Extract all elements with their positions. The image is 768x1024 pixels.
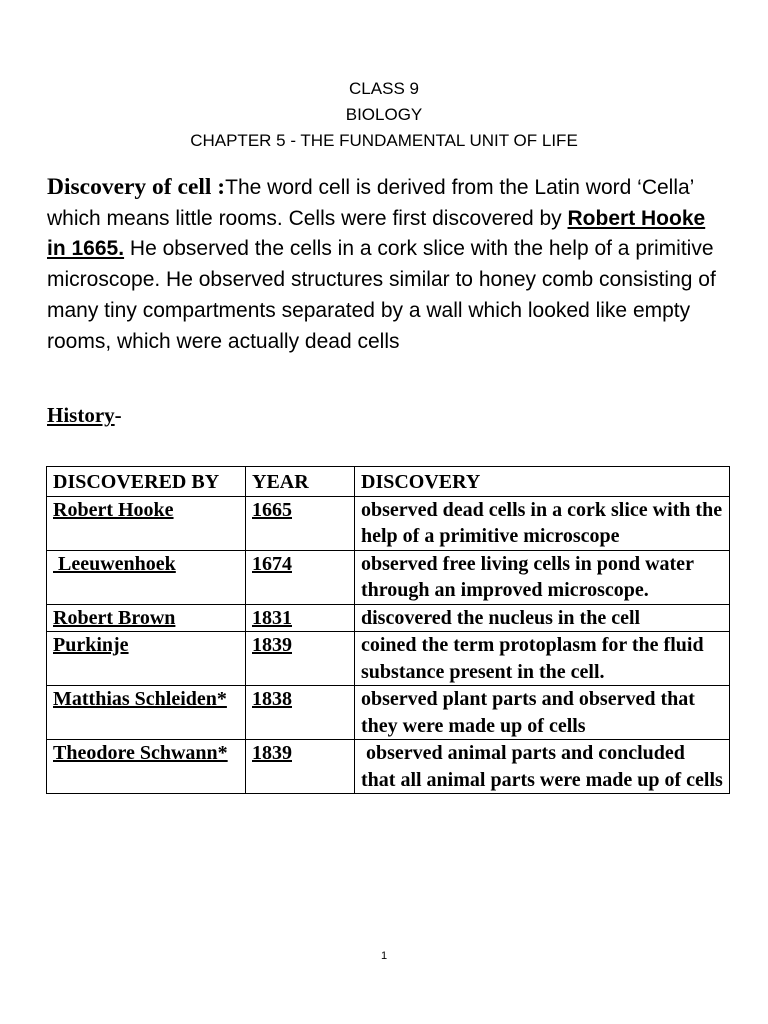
chapter-title: CHAPTER 5 - THE FUNDAMENTAL UNIT OF LIFE xyxy=(190,131,578,150)
cell-discovered-by: Leeuwenhoek xyxy=(47,550,246,604)
table-row xyxy=(47,632,730,686)
cell-year: 1839 xyxy=(246,632,355,686)
history-label: History xyxy=(47,403,115,427)
cell-discovered-by: Purkinje xyxy=(47,632,246,686)
cell-year: 1831 xyxy=(246,604,355,632)
history-suffix: - xyxy=(114,403,122,427)
table-row xyxy=(47,604,730,632)
intro-heading: Discovery of cell : xyxy=(47,174,226,200)
cell-discovery: coined the term protoplasm for the fluid substance present in the cell. xyxy=(355,632,730,686)
cell-discovery: observed dead cells in a cork slice with the help of a primitive microscope xyxy=(355,496,730,550)
column-header-year: YEAR xyxy=(246,467,355,497)
table-row xyxy=(47,496,730,550)
cell-discovery: observed free living cells in pond water through an improved microscope. xyxy=(355,550,730,604)
intro-text-part1: The word cell is derived from the Latin word ‘Cella’ which means little rooms. Cells were first discovered by xyxy=(47,176,694,230)
cell-discovered-by: Matthias Schleiden* xyxy=(47,686,246,740)
table-row xyxy=(47,740,730,794)
cell-year: 1665 xyxy=(246,496,355,550)
cell-discovery: discovered the nucleus in the cell xyxy=(355,604,730,632)
cell-discovered-by: Robert Brown xyxy=(47,604,246,632)
table-row xyxy=(47,686,730,740)
history-table xyxy=(46,466,730,794)
cell-year: 1838 xyxy=(246,686,355,740)
cell-discovery: observed plant parts and observed that they were made up of cells xyxy=(355,686,730,740)
column-header-discovery: DISCOVERY xyxy=(355,467,730,497)
subject-label: BIOLOGY xyxy=(345,105,423,124)
column-header-discovered-by: DISCOVERED BY xyxy=(47,467,246,497)
history-heading xyxy=(47,403,122,428)
page-number: 1 xyxy=(380,950,388,962)
cell-year: 1674 xyxy=(246,550,355,604)
cell-year: 1839 xyxy=(246,740,355,794)
table-header-row xyxy=(47,467,730,497)
cell-discovery: observed animal parts and concluded that all animal parts were made up of cells xyxy=(355,740,730,794)
cell-discovered-by: Robert Hooke xyxy=(47,496,246,550)
class-label: CLASS 9 xyxy=(349,79,419,98)
document-header xyxy=(0,76,768,154)
table-row xyxy=(47,550,730,604)
intro-paragraph xyxy=(47,172,727,357)
intro-highlight: Robert Hooke in 1665. xyxy=(47,206,706,261)
intro-text-part2: He observed the cells in a cork slice with the help of a primitive microscope. He observed structures similar to honey comb consisting of many tiny compartments separated by a wall which looked like empty rooms, which were actually dead cells xyxy=(47,237,716,353)
cell-discovered-by: Theodore Schwann* xyxy=(47,740,246,794)
